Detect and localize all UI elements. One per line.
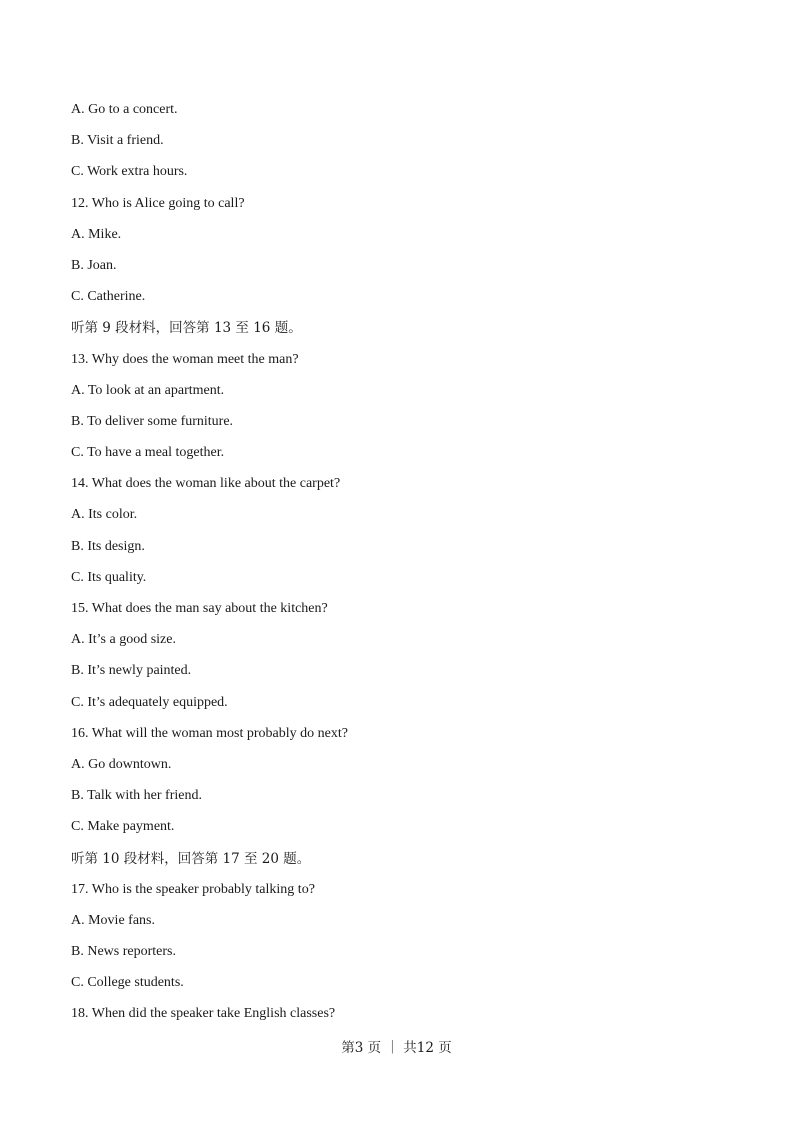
answer-option: C. Its quality. bbox=[71, 569, 147, 585]
question-text: 14. What does the woman like about the carpet? bbox=[71, 476, 341, 492]
question-text: 13. Why does the woman meet the man? bbox=[71, 351, 299, 367]
answer-option: A. Mike. bbox=[71, 226, 122, 242]
answer-option: C. Work extra hours. bbox=[71, 164, 188, 180]
question-text: 15. What does the man say about the kitchen? bbox=[71, 601, 328, 616]
page-footer bbox=[0, 1038, 793, 1058]
document-body bbox=[71, 100, 731, 1036]
question-text: 16. What will the woman most probably do next? bbox=[71, 725, 348, 741]
answer-option: C. College students. bbox=[71, 975, 184, 991]
question-text: 12. Who is Alice going to call? bbox=[71, 195, 245, 211]
answer-option: B. To deliver some furniture. bbox=[71, 413, 234, 429]
answer-option: C. It’s adequately equipped. bbox=[71, 694, 228, 710]
answer-option: A. Movie fans. bbox=[71, 912, 155, 928]
answer-option: A. It’s a good size. bbox=[71, 632, 176, 648]
answer-option: B. Visit a friend. bbox=[71, 133, 164, 149]
answer-option: C. To have a meal together. bbox=[71, 445, 225, 461]
answer-option: A. Its color. bbox=[71, 507, 138, 523]
answer-option: A. To look at an apartment. bbox=[71, 382, 225, 398]
question-text: 18. When did the speaker take English classes? bbox=[71, 1006, 336, 1022]
page-number-label: 第3 页 ｜ 共12 页 bbox=[341, 1040, 452, 1056]
section-instruction: 听第 9 段材料，回答第 13 至 16 题。 bbox=[71, 320, 302, 337]
answer-option: B. Joan. bbox=[71, 257, 117, 273]
answer-option: B. Talk with her friend. bbox=[71, 788, 202, 804]
question-text: 17. Who is the speaker probably talking to? bbox=[71, 881, 315, 897]
answer-option: B. News reporters. bbox=[71, 944, 176, 960]
answer-option: A. Go to a concert. bbox=[71, 102, 178, 117]
section-instruction: 听第 10 段材料，回答第 17 至 20 题。 bbox=[71, 850, 311, 867]
answer-option: C. Make payment. bbox=[71, 819, 175, 835]
answer-option: B. It’s newly painted. bbox=[71, 663, 192, 679]
answer-option: C. Catherine. bbox=[71, 289, 146, 305]
answer-option: B. Its design. bbox=[71, 538, 145, 554]
answer-option: A. Go downtown. bbox=[71, 756, 172, 772]
